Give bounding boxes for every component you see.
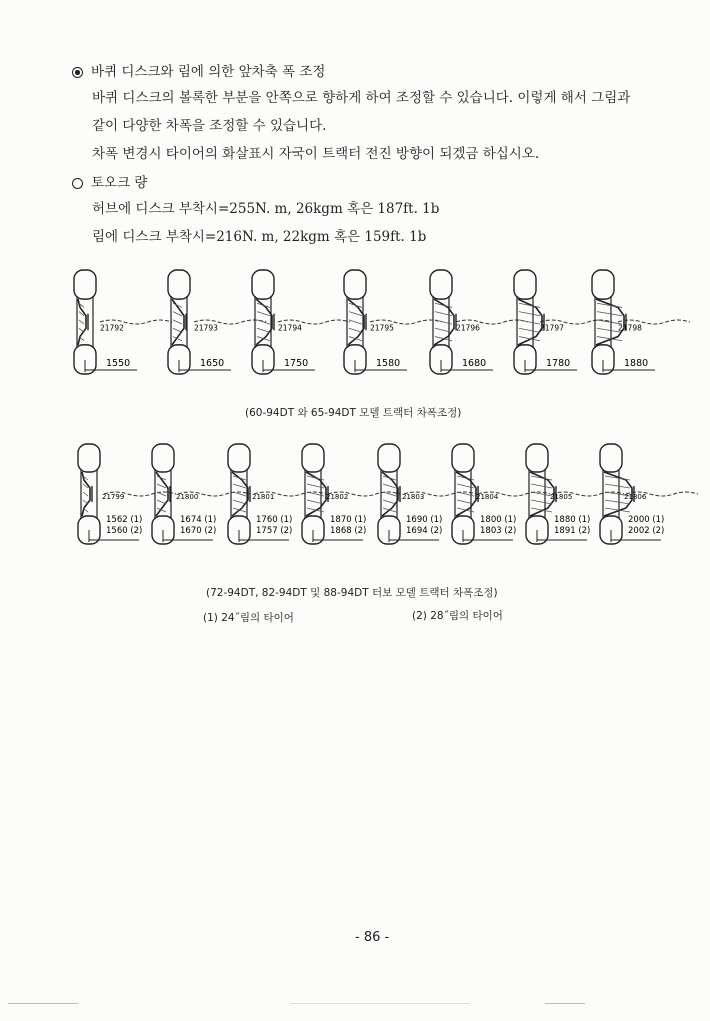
track-width-28in: 1891 (2)	[554, 526, 591, 536]
disc-hatch	[79, 320, 84, 324]
tire-upper	[592, 270, 614, 299]
disc-hatch	[83, 500, 88, 504]
disc-hatch	[257, 312, 270, 316]
track-width-24in: 1800 (1)	[480, 515, 517, 525]
disc-hatch	[233, 500, 246, 504]
disc-hatch	[157, 492, 166, 496]
torque-hub: 허브에 디스크 부착시=255N. m, 26kgm 혹은 187ft. 1b	[92, 201, 440, 217]
part-number-label: 21803	[402, 493, 425, 501]
track-width-28in: 1757 (2)	[256, 526, 293, 536]
disc-hatch	[79, 328, 84, 332]
scan-artifact	[290, 1003, 470, 1004]
disc-hatch	[173, 328, 182, 332]
figure-2-legend-24: (1) 24˝림의 타이어	[203, 612, 294, 624]
bullet-circle-filled-icon	[72, 67, 83, 78]
tire-upper	[378, 444, 400, 472]
part-number-label: 21804	[476, 493, 499, 501]
part-number-label: 21793	[194, 323, 218, 333]
track-width-28in: 2002 (2)	[628, 526, 665, 536]
disc-hatch	[383, 476, 396, 480]
torque-heading	[72, 177, 147, 191]
track-width-24in: 1880 (1)	[554, 515, 591, 525]
figure-1-diagrams	[0, 262, 710, 387]
part-number-label: 21796	[456, 323, 480, 333]
track-width-value: 1680	[462, 358, 487, 369]
disc-hatch	[531, 484, 552, 488]
track-width-value: 1580	[376, 358, 401, 369]
section-heading	[72, 66, 325, 80]
tire-upper	[168, 270, 190, 299]
disc-hatch	[157, 500, 166, 504]
bullet-circle-icon	[72, 178, 83, 189]
tire-upper	[78, 444, 100, 472]
tire-upper	[302, 444, 324, 472]
track-width-28in: 1694 (2)	[406, 526, 443, 536]
part-number-label: 21806	[624, 493, 647, 501]
track-width-24in: 1690 (1)	[406, 515, 443, 525]
disc-hatch	[605, 484, 630, 488]
part-number-label: 21801	[252, 493, 275, 501]
tire-upper	[152, 444, 174, 472]
torque-title: 토오크 량	[91, 175, 148, 191]
intro-line-3: 차폭 변경시 타이어의 화살표시 자국이 트랙터 전진 방향이 되겠금 하십시오.	[92, 146, 540, 162]
disc-hatch	[519, 312, 540, 316]
tire-upper	[430, 270, 452, 299]
track-width-value: 1650	[200, 358, 225, 369]
disc-hatch	[531, 492, 552, 496]
scan-artifact	[545, 1003, 585, 1004]
disc-hatch	[83, 492, 88, 496]
part-number-label: 21795	[370, 323, 394, 333]
tire-upper	[228, 444, 250, 472]
disc-hatch	[531, 500, 552, 504]
track-width-28in: 1803 (2)	[480, 526, 517, 536]
disc-hatch	[233, 476, 246, 480]
disc-hatch	[257, 320, 270, 324]
disc-hatch	[233, 484, 246, 488]
disc-hatch	[233, 508, 246, 512]
figure-2-legend-28: (2) 28˝림의 타이어	[412, 610, 503, 622]
torque-rim: 림에 디스크 부착시=216N. m, 22kgm 혹은 159ft. 1b	[92, 229, 427, 245]
track-width-24in: 1674 (1)	[180, 515, 217, 525]
track-width-28in: 1868 (2)	[330, 526, 367, 536]
track-width-value: 1550	[106, 358, 131, 369]
track-width-24in: 1870 (1)	[330, 515, 367, 525]
disc-hatch	[519, 328, 540, 332]
scan-artifact	[8, 1003, 78, 1004]
figure-2-diagrams	[0, 436, 710, 556]
track-width-28in: 1560 (2)	[106, 526, 143, 536]
disc-hatch	[383, 484, 396, 488]
disc-hatch	[383, 500, 396, 504]
tire-upper	[344, 270, 366, 299]
page-number: - 86 -	[355, 930, 390, 945]
track-width-28in: 1670 (2)	[180, 526, 217, 536]
track-width-value: 1780	[546, 358, 571, 369]
disc-hatch	[597, 312, 622, 316]
intro-line-2: 같이 다양한 차폭을 조정할 수 있습니다.	[92, 118, 327, 134]
disc-hatch	[349, 320, 362, 324]
section-title: 바퀴 디스크와 림에 의한 앞차축 폭 조정	[91, 64, 326, 80]
part-number-label: 21797	[540, 323, 564, 333]
tire-upper	[74, 270, 96, 299]
track-width-24in: 1562 (1)	[106, 515, 143, 525]
disc-hatch	[349, 312, 362, 316]
track-width-24in: 2000 (1)	[628, 515, 665, 525]
part-number-label: 21794	[278, 323, 302, 333]
tire-upper	[600, 444, 622, 472]
intro-line-1: 바퀴 디스크의 볼록한 부분을 안쪽으로 향하게 하여 조정할 수 있습니다. 이렇게 해서 그림과	[92, 90, 631, 106]
tire-upper	[252, 270, 274, 299]
disc-hatch	[257, 303, 270, 307]
disc-hatch	[257, 328, 270, 332]
track-width-value: 1880	[624, 358, 649, 369]
disc-hatch	[173, 320, 182, 324]
part-number-label: 21792	[100, 323, 124, 333]
part-number-label: 21802	[326, 493, 349, 501]
part-number-label: 21800	[176, 493, 199, 501]
disc-hatch	[349, 303, 362, 307]
tire-upper	[514, 270, 536, 299]
part-number-label: 21805	[550, 493, 573, 501]
disc-hatch	[349, 328, 362, 332]
figure-2-caption: (72-94DT, 82-94DT 및 88-94DT 터보 모델 트랙터 차폭조정)	[206, 587, 498, 599]
tire-upper	[452, 444, 474, 472]
track-width-value: 1750	[284, 358, 309, 369]
part-number-label: 21798	[618, 323, 642, 333]
disc-hatch	[519, 320, 540, 324]
figure-1-caption: (60-94DT 와 65-94DT 모델 트랙터 차폭조정)	[245, 407, 462, 419]
disc-hatch	[257, 337, 270, 341]
tire-upper	[526, 444, 548, 472]
part-number-label: 21799	[102, 493, 125, 501]
disc-hatch	[349, 337, 362, 341]
disc-hatch	[383, 508, 396, 512]
track-width-24in: 1760 (1)	[256, 515, 293, 525]
